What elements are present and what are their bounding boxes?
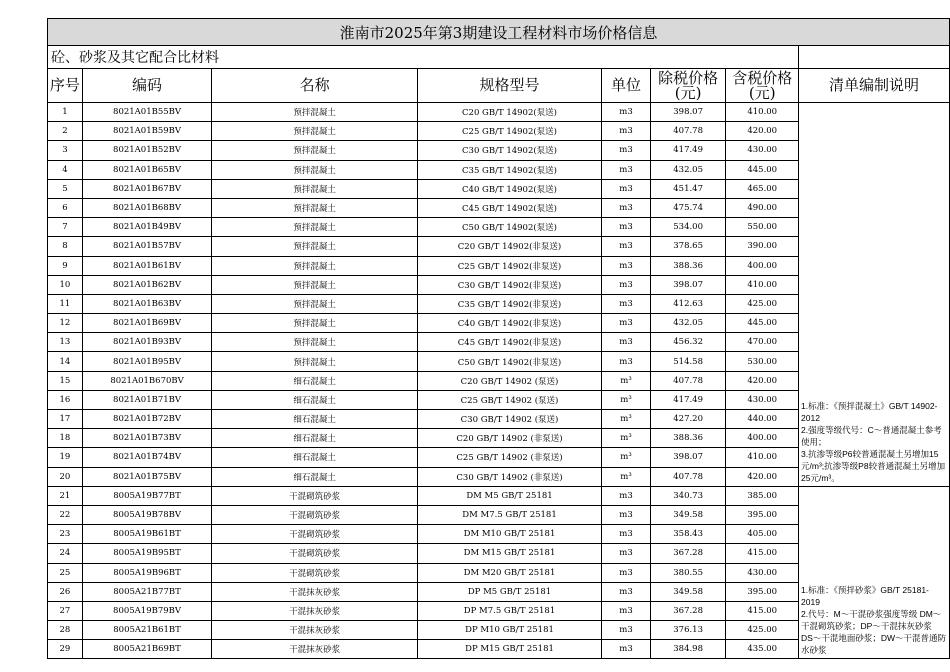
cell-price-ex-tax: 358.43	[650, 525, 726, 544]
cell-price-inc-tax: 395.00	[726, 505, 799, 524]
cell-spec: DM M7.5 GB/T 25181	[417, 505, 601, 524]
cell-seq: 12	[48, 314, 83, 333]
price-table	[47, 18, 950, 659]
cell-unit: m³	[602, 371, 651, 390]
cell-price-inc-tax: 530.00	[726, 352, 799, 371]
cell-seq: 14	[48, 352, 83, 371]
cell-price-ex-tax: 417.49	[650, 141, 726, 160]
cell-name: 预拌混凝土	[212, 122, 418, 141]
cell-price-ex-tax: 432.05	[650, 314, 726, 333]
cell-unit: m³	[602, 429, 651, 448]
cell-spec: C50 GB/T 14902(非泵送)	[417, 352, 601, 371]
cell-price-inc-tax: 410.00	[726, 275, 799, 294]
cell-name: 细石混凝土	[212, 410, 418, 429]
cell-name: 预拌混凝土	[212, 294, 418, 313]
header-price-inc-tax: 含税价格(元)	[726, 69, 799, 103]
cell-price-ex-tax: 349.58	[650, 582, 726, 601]
cell-seq: 5	[48, 179, 83, 198]
cell-name: 预拌混凝土	[212, 237, 418, 256]
cell-name: 预拌混凝土	[212, 218, 418, 237]
cell-price-ex-tax: 376.13	[650, 621, 726, 640]
note-line: DS～干混地面砂浆；DW～干混普通防水砂浆	[801, 633, 947, 656]
cell-name: 细石混凝土	[212, 467, 418, 486]
cell-code: 8005A21B77BT	[82, 582, 211, 601]
cell-price-inc-tax: 430.00	[726, 141, 799, 160]
cell-name: 细石混凝土	[212, 371, 418, 390]
cell-seq: 6	[48, 198, 83, 217]
cell-price-inc-tax: 420.00	[726, 122, 799, 141]
cell-price-inc-tax: 415.00	[726, 601, 799, 620]
cell-price-inc-tax: 415.00	[726, 544, 799, 563]
cell-price-ex-tax: 384.98	[650, 640, 726, 659]
cell-seq: 11	[48, 294, 83, 313]
cell-price-ex-tax: 534.00	[650, 218, 726, 237]
cell-price-ex-tax: 367.28	[650, 544, 726, 563]
cell-code: 8021A01B62BV	[82, 275, 211, 294]
cell-seq: 1	[48, 103, 83, 122]
cell-code: 8021A01B67BV	[82, 179, 211, 198]
cell-unit: m³	[602, 448, 651, 467]
cell-seq: 10	[48, 275, 83, 294]
cell-name: 预拌混凝土	[212, 103, 418, 122]
cell-unit: m3	[602, 352, 651, 371]
cell-spec: C25 GB/T 14902(泵送)	[417, 122, 601, 141]
cell-spec: C25 GB/T 14902 (泵送)	[417, 390, 601, 409]
cell-unit: m³	[602, 410, 651, 429]
cell-price-ex-tax: 432.05	[650, 160, 726, 179]
cell-seq: 28	[48, 621, 83, 640]
cell-code: 8021A01B75BV	[82, 467, 211, 486]
cell-price-ex-tax: 398.07	[650, 275, 726, 294]
cell-spec: C30 GB/T 14902(非泵送)	[417, 275, 601, 294]
cell-unit: m3	[602, 582, 651, 601]
cell-unit: m3	[602, 160, 651, 179]
sheet-title: 淮南市2025年第3期建设工程材料市场价格信息	[48, 19, 950, 46]
cell-unit: m3	[602, 294, 651, 313]
cell-unit: m3	[602, 333, 651, 352]
cell-price-ex-tax: 367.28	[650, 601, 726, 620]
cell-name: 预拌混凝土	[212, 314, 418, 333]
cell-seq: 20	[48, 467, 83, 486]
cell-spec: C25 GB/T 14902 (非泵送)	[417, 448, 601, 467]
cell-seq: 25	[48, 563, 83, 582]
cell-spec: C45 GB/T 14902(泵送)	[417, 198, 601, 217]
cell-code: 8021A01B65BV	[82, 160, 211, 179]
cell-price-inc-tax: 425.00	[726, 294, 799, 313]
cell-unit: m3	[602, 525, 651, 544]
cell-name: 预拌混凝土	[212, 141, 418, 160]
cell-price-inc-tax: 400.00	[726, 429, 799, 448]
cell-price-inc-tax: 420.00	[726, 371, 799, 390]
notes-concrete	[799, 103, 950, 487]
cell-unit: m3	[602, 621, 651, 640]
cell-unit: m3	[602, 486, 651, 505]
cell-name: 细石混凝土	[212, 390, 418, 409]
cell-code: 8021A01B69BV	[82, 314, 211, 333]
cell-code: 8021A01B57BV	[82, 237, 211, 256]
cell-unit: m3	[602, 505, 651, 524]
cell-name: 干混抹灰砂浆	[212, 601, 418, 620]
cell-spec: DP M10 GB/T 25181	[417, 621, 601, 640]
cell-spec: DP M5 GB/T 25181	[417, 582, 601, 601]
cell-price-ex-tax: 388.36	[650, 429, 726, 448]
cell-spec: DM M10 GB/T 25181	[417, 525, 601, 544]
note-line: 1.标准：《预拌砂浆》GB/T 25181-2019	[801, 585, 929, 608]
cell-spec: DM M15 GB/T 25181	[417, 544, 601, 563]
note-line: 2.强度等级代号：C～普通混凝土参考使用；	[801, 424, 942, 447]
cell-name: 预拌混凝土	[212, 198, 418, 217]
cell-name: 预拌混凝土	[212, 160, 418, 179]
cell-code: 8021A01B72BV	[82, 410, 211, 429]
cell-price-inc-tax: 425.00	[726, 621, 799, 640]
cell-price-inc-tax: 445.00	[726, 160, 799, 179]
cell-price-inc-tax: 430.00	[726, 390, 799, 409]
cell-seq: 29	[48, 640, 83, 659]
cell-price-ex-tax: 380.55	[650, 563, 726, 582]
note-line: 1.标准：《预拌混凝土》GB/T 14902-2012	[801, 400, 938, 423]
cell-spec: C20 GB/T 14902(泵送)	[417, 103, 601, 122]
cell-price-ex-tax: 427.20	[650, 410, 726, 429]
cell-price-ex-tax: 456.32	[650, 333, 726, 352]
cell-name: 干混抹灰砂浆	[212, 582, 418, 601]
cell-price-inc-tax: 430.00	[726, 563, 799, 582]
cell-price-ex-tax: 407.78	[650, 122, 726, 141]
cell-seq: 16	[48, 390, 83, 409]
cell-spec: C35 GB/T 14902(非泵送)	[417, 294, 601, 313]
cell-spec: C45 GB/T 14902(非泵送)	[417, 333, 601, 352]
cell-price-inc-tax: 410.00	[726, 103, 799, 122]
cell-unit: m3	[602, 563, 651, 582]
cell-unit: m3	[602, 103, 651, 122]
cell-price-ex-tax: 514.58	[650, 352, 726, 371]
cell-code: 8021A01B93BV	[82, 333, 211, 352]
cell-price-ex-tax: 340.73	[650, 486, 726, 505]
cell-seq: 27	[48, 601, 83, 620]
table-row	[48, 103, 950, 122]
cell-code: 8021A01B49BV	[82, 218, 211, 237]
cell-spec: C30 GB/T 14902(泵送)	[417, 141, 601, 160]
header-code: 编码	[82, 69, 211, 103]
cell-unit: m3	[602, 314, 651, 333]
cell-seq: 15	[48, 371, 83, 390]
cell-code: 8005A21B69BT	[82, 640, 211, 659]
cell-unit: m3	[602, 141, 651, 160]
cell-seq: 23	[48, 525, 83, 544]
cell-code: 8021A01B670BV	[82, 371, 211, 390]
cell-price-ex-tax: 398.07	[650, 103, 726, 122]
cell-price-ex-tax: 412.63	[650, 294, 726, 313]
cell-spec: C35 GB/T 14902(泵送)	[417, 160, 601, 179]
cell-spec: C40 GB/T 14902(泵送)	[417, 179, 601, 198]
cell-seq: 9	[48, 256, 83, 275]
cell-price-ex-tax: 388.36	[650, 256, 726, 275]
cell-seq: 17	[48, 410, 83, 429]
cell-code: 8005A19B95BT	[82, 544, 211, 563]
notes-mortar	[799, 486, 950, 659]
cell-seq: 18	[48, 429, 83, 448]
header-name: 名称	[212, 69, 418, 103]
cell-price-inc-tax: 400.00	[726, 256, 799, 275]
table-row	[48, 486, 950, 505]
cell-price-inc-tax: 410.00	[726, 448, 799, 467]
section-blank-cell	[799, 46, 950, 69]
header-spec: 规格型号	[417, 69, 601, 103]
cell-price-inc-tax: 395.00	[726, 582, 799, 601]
cell-unit: m3	[602, 179, 651, 198]
cell-name: 干混抹灰砂浆	[212, 640, 418, 659]
cell-name: 干混砌筑砂浆	[212, 525, 418, 544]
header-notes: 清单编制说明	[799, 69, 950, 103]
cell-price-ex-tax: 378.65	[650, 237, 726, 256]
cell-seq: 19	[48, 448, 83, 467]
cell-price-inc-tax: 445.00	[726, 314, 799, 333]
cell-price-inc-tax: 465.00	[726, 179, 799, 198]
note-line: 2.代号：M～干混砂浆强度等级 DM～干混砌筑砂浆；DP～干混抹灰砂浆	[801, 609, 942, 632]
cell-unit: m³	[602, 390, 651, 409]
cell-seq: 24	[48, 544, 83, 563]
cell-unit: m3	[602, 601, 651, 620]
cell-spec: DP M7.5 GB/T 25181	[417, 601, 601, 620]
cell-unit: m3	[602, 640, 651, 659]
header-seq: 序号	[48, 69, 83, 103]
cell-spec: C20 GB/T 14902(非泵送)	[417, 237, 601, 256]
cell-name: 预拌混凝土	[212, 333, 418, 352]
cell-spec: C50 GB/T 14902(泵送)	[417, 218, 601, 237]
cell-price-ex-tax: 451.47	[650, 179, 726, 198]
cell-code: 8005A19B77BT	[82, 486, 211, 505]
cell-code: 8021A01B61BV	[82, 256, 211, 275]
cell-name: 预拌混凝土	[212, 179, 418, 198]
cell-name: 干混砌筑砂浆	[212, 544, 418, 563]
cell-price-inc-tax: 405.00	[726, 525, 799, 544]
cell-name: 干混砌筑砂浆	[212, 563, 418, 582]
cell-spec: C40 GB/T 14902(非泵送)	[417, 314, 601, 333]
cell-code: 8005A19B61BT	[82, 525, 211, 544]
header-price-ex-tax: 除税价格(元)	[650, 69, 726, 103]
cell-unit: m3	[602, 122, 651, 141]
cell-seq: 8	[48, 237, 83, 256]
note-line: 3.抗渗等级P6较普通混凝土另增加15元/m³;抗渗等级P8较普通混凝土另增加25元/m³。	[801, 448, 946, 483]
cell-price-inc-tax: 470.00	[726, 333, 799, 352]
cell-unit: m3	[602, 275, 651, 294]
cell-price-ex-tax: 407.78	[650, 467, 726, 486]
cell-spec: C30 GB/T 14902 (非泵送)	[417, 467, 601, 486]
cell-code: 8021A01B59BV	[82, 122, 211, 141]
cell-unit: m3	[602, 198, 651, 217]
cell-name: 预拌混凝土	[212, 275, 418, 294]
cell-code: 8021A01B63BV	[82, 294, 211, 313]
cell-spec: C25 GB/T 14902(非泵送)	[417, 256, 601, 275]
cell-price-ex-tax: 475.74	[650, 198, 726, 217]
cell-seq: 7	[48, 218, 83, 237]
cell-spec: C20 GB/T 14902 (泵送)	[417, 371, 601, 390]
cell-seq: 4	[48, 160, 83, 179]
cell-code: 8021A01B68BV	[82, 198, 211, 217]
cell-seq: 3	[48, 141, 83, 160]
section-title: 砼、砂浆及其它配合比材料	[48, 46, 799, 69]
cell-price-inc-tax: 390.00	[726, 237, 799, 256]
cell-code: 8021A01B71BV	[82, 390, 211, 409]
cell-code: 8021A01B95BV	[82, 352, 211, 371]
cell-code: 8021A01B74BV	[82, 448, 211, 467]
cell-name: 预拌混凝土	[212, 352, 418, 371]
cell-seq: 2	[48, 122, 83, 141]
cell-spec: C30 GB/T 14902 (泵送)	[417, 410, 601, 429]
cell-name: 预拌混凝土	[212, 256, 418, 275]
cell-code: 8005A19B78BV	[82, 505, 211, 524]
cell-unit: m³	[602, 467, 651, 486]
cell-name: 干混砌筑砂浆	[212, 505, 418, 524]
cell-name: 细石混凝土	[212, 448, 418, 467]
cell-seq: 22	[48, 505, 83, 524]
cell-spec: DM M5 GB/T 25181	[417, 486, 601, 505]
cell-price-inc-tax: 490.00	[726, 198, 799, 217]
cell-price-inc-tax: 385.00	[726, 486, 799, 505]
cell-unit: m3	[602, 237, 651, 256]
header-unit: 单位	[602, 69, 651, 103]
cell-code: 8021A01B73BV	[82, 429, 211, 448]
cell-code: 8005A21B61BT	[82, 621, 211, 640]
cell-price-inc-tax: 440.00	[726, 410, 799, 429]
cell-unit: m3	[602, 256, 651, 275]
cell-spec: DP M15 GB/T 25181	[417, 640, 601, 659]
cell-name: 细石混凝土	[212, 429, 418, 448]
cell-seq: 21	[48, 486, 83, 505]
cell-code: 8021A01B52BV	[82, 141, 211, 160]
cell-unit: m3	[602, 544, 651, 563]
cell-spec: DM M20 GB/T 25181	[417, 563, 601, 582]
cell-price-inc-tax: 435.00	[726, 640, 799, 659]
cell-seq: 26	[48, 582, 83, 601]
cell-code: 8021A01B55BV	[82, 103, 211, 122]
cell-name: 干混砌筑砂浆	[212, 486, 418, 505]
cell-price-inc-tax: 550.00	[726, 218, 799, 237]
cell-price-ex-tax: 407.78	[650, 371, 726, 390]
cell-price-ex-tax: 349.58	[650, 505, 726, 524]
cell-price-ex-tax: 417.49	[650, 390, 726, 409]
cell-spec: C20 GB/T 14902 (非泵送)	[417, 429, 601, 448]
cell-unit: m3	[602, 218, 651, 237]
cell-seq: 13	[48, 333, 83, 352]
cell-price-inc-tax: 420.00	[726, 467, 799, 486]
cell-name: 干混抹灰砂浆	[212, 621, 418, 640]
cell-code: 8005A19B96BT	[82, 563, 211, 582]
cell-price-ex-tax: 398.07	[650, 448, 726, 467]
cell-code: 8005A19B79BV	[82, 601, 211, 620]
